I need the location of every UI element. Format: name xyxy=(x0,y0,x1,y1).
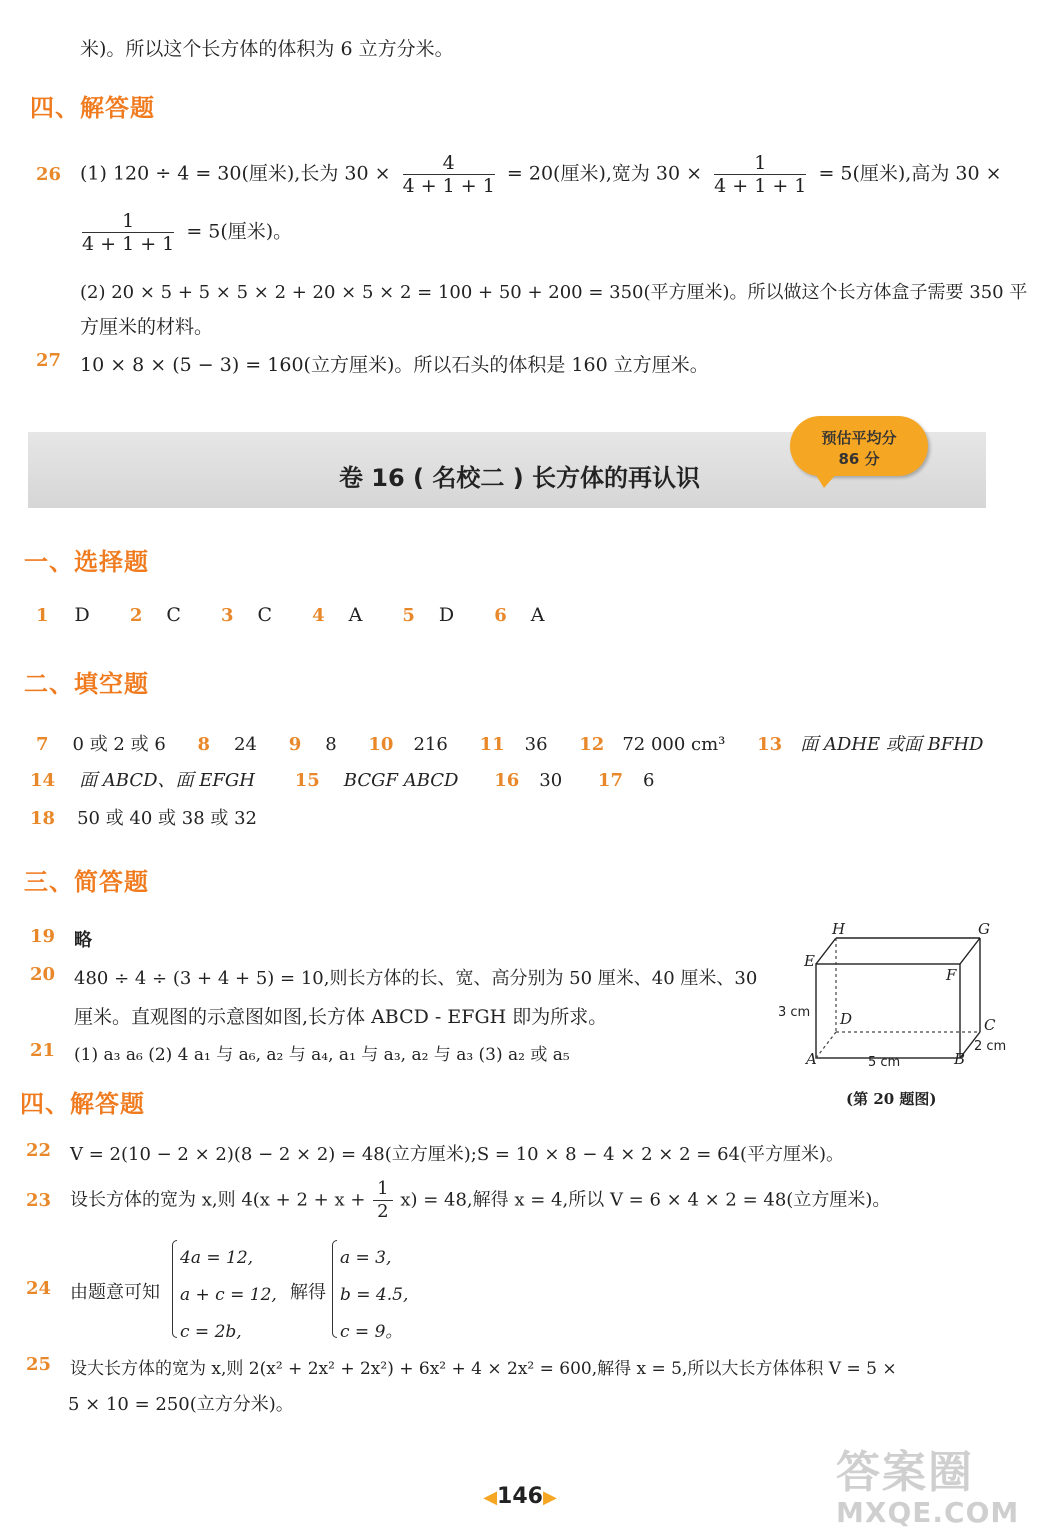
vertex-label-D: D xyxy=(840,1010,853,1028)
q26-line1 xyxy=(80,152,1002,197)
front-face xyxy=(816,964,960,1058)
denominator: 4 + 1 + 1 xyxy=(402,175,495,197)
question-number: 14 xyxy=(30,770,56,791)
question-number: 10 xyxy=(368,734,394,755)
system-equations-1 xyxy=(180,1240,277,1351)
q27-text: 10 × 8 × (5 − 3) = 160(立方厘米)。所以石头的体积是 160 立方厘米。 xyxy=(80,354,709,376)
fill-row-3 xyxy=(30,804,257,830)
numerator: 4 xyxy=(403,152,495,175)
equation: b = 4.5, xyxy=(340,1285,409,1305)
average-score-bubble xyxy=(790,416,928,476)
system-brace xyxy=(172,1240,177,1338)
denominator: 4 + 1 + 1 xyxy=(82,233,175,255)
question-number: 23 xyxy=(26,1190,52,1211)
watermark-logo xyxy=(836,1436,1032,1532)
page-number xyxy=(470,1484,570,1509)
section-title-short: 三、简答题 xyxy=(24,868,149,896)
q24-mid: 解得 xyxy=(290,1282,326,1303)
watermark-top: 答案圈 xyxy=(836,1447,974,1498)
question-number: 8 xyxy=(197,734,211,755)
numerator: 1 xyxy=(714,152,806,175)
edge-AD xyxy=(816,1032,836,1058)
question-number: 12 xyxy=(579,734,605,755)
denominator: 4 + 1 + 1 xyxy=(714,175,807,197)
q23-line xyxy=(70,1178,890,1223)
vertex-label-C: C xyxy=(984,1016,996,1034)
question-number: 5 xyxy=(402,605,415,626)
fill-answer: 6 xyxy=(642,770,655,791)
question-number: 24 xyxy=(26,1278,52,1299)
system-brace xyxy=(332,1240,337,1338)
equation: a = 3, xyxy=(340,1248,392,1268)
question-number: 6 xyxy=(494,605,507,626)
page-number-text: 146 xyxy=(497,1484,543,1509)
dimension-length: 5 cm xyxy=(868,1055,901,1070)
question-number: 2 xyxy=(129,605,143,626)
q26-text-b: = 20(厘米),宽为 30 × xyxy=(506,162,703,185)
vertex-label-H: H xyxy=(832,920,846,938)
question-number: 22 xyxy=(26,1140,52,1161)
vertex-label-F: F xyxy=(946,966,957,984)
fraction xyxy=(82,210,174,255)
watermark-bottom: MXQE.COM xyxy=(836,1496,1020,1529)
denominator: 2 xyxy=(377,1201,389,1222)
choice-answer: C xyxy=(166,604,181,626)
fill-row-1 xyxy=(36,730,983,756)
question-number: 18 xyxy=(30,808,56,829)
question-number: 19 xyxy=(30,926,56,947)
exam-title: 卷 16 ( 名校二 ) 长方体的再认识 xyxy=(338,464,701,492)
question-number: 25 xyxy=(26,1354,52,1375)
fill-answer: 24 xyxy=(234,734,257,755)
q25-line1: 设大长方体的宽为 x,则 2(x² + 2x² + 2x²) + 6x² + 4 × 2x² = 600,解得 x = 5,所以大长方体体积 V = 5 × xyxy=(70,1359,897,1379)
question-number: 1 xyxy=(36,605,49,626)
edge-FG xyxy=(960,938,980,964)
edge-EH xyxy=(816,938,836,964)
question-number: 20 xyxy=(30,964,56,985)
fill-answer: 30 xyxy=(539,770,563,791)
fill-answer: 36 xyxy=(524,734,548,755)
dimension-height: 3 cm xyxy=(778,1005,811,1020)
question-number: 7 xyxy=(36,734,49,755)
section-title-fill: 二、填空题 xyxy=(24,670,149,698)
equation: c = 2b, xyxy=(180,1322,242,1342)
q26-part2-line1: (2) 20 × 5 + 5 × 5 × 2 + 20 × 5 × 2 = 100 + 50 + 200 = 350(平方厘米)。所以做这个长方体盒子需要 350 平 xyxy=(80,282,1028,303)
question-number: 15 xyxy=(294,770,320,791)
fraction xyxy=(714,152,806,197)
choice-answers xyxy=(36,604,544,626)
section-title-choice: 一、选择题 xyxy=(24,548,149,576)
equation: a + c = 12, xyxy=(180,1285,277,1305)
q26-text-a: (1) 120 ÷ 4 = 30(厘米),长为 30 × xyxy=(80,162,391,185)
q24-lead: 由题意可知 xyxy=(70,1282,160,1303)
fill-answer: 216 xyxy=(413,734,448,755)
choice-answer: D xyxy=(438,604,455,626)
fill-answer: 0 或 2 或 6 xyxy=(72,734,166,755)
fill-answer: 50 或 40 或 38 或 32 xyxy=(77,808,258,829)
question-number: 3 xyxy=(220,605,234,626)
choice-answer: C xyxy=(257,604,273,626)
fill-answer: 面 ABCD、面 EFGH xyxy=(79,770,255,791)
continuation-line: 米)。所以这个长方体的体积为 6 立方分米。 xyxy=(80,38,454,60)
question-number: 4 xyxy=(312,605,325,626)
equation: c = 9。 xyxy=(340,1322,403,1342)
figure-caption: (第 20 题图) xyxy=(846,1090,937,1108)
q26-part2-line2: 方厘米的材料。 xyxy=(80,316,214,338)
q20-line2: 厘米。直观图的示意图如图,长方体 ABCD - EFGH 即为所求。 xyxy=(74,1006,608,1028)
question-number: 11 xyxy=(479,734,505,755)
question-number: 17 xyxy=(597,770,623,791)
question-number: 13 xyxy=(757,734,783,755)
bubble-label: 预估平均分 xyxy=(821,429,897,447)
dimension-width: 2 cm xyxy=(974,1039,1007,1054)
fill-answer: BCGF ABCD xyxy=(343,770,459,791)
numerator: 1 xyxy=(82,210,174,233)
bubble-score: 86 分 xyxy=(838,450,880,468)
arrow-right-icon: ▶ xyxy=(542,1487,557,1508)
arrow-left-icon: ◀ xyxy=(483,1487,498,1508)
vertex-label-G: G xyxy=(978,920,990,938)
system-equations-2 xyxy=(340,1240,408,1351)
question-number: 26 xyxy=(36,164,62,185)
q23-text-a: 设长方体的宽为 x,则 4(x + 2 + x + xyxy=(70,1189,366,1211)
choice-answer: D xyxy=(74,604,90,626)
numerator: 1 xyxy=(373,1178,392,1201)
q26-text-d: = 5(厘米)。 xyxy=(186,220,293,243)
section-title-answers-2: 四、解答题 xyxy=(20,1090,145,1118)
q20-line1: 480 ÷ 4 ÷ (3 + 4 + 5) = 10,则长方体的长、宽、高分别为 50 厘米、40 厘米、30 xyxy=(74,968,758,989)
q22-text: V = 2(10 − 2 × 2)(8 − 2 × 2) = 48(立方厘米);S = 10 × 8 − 4 × 2 × 2 = 64(平方厘米)。 xyxy=(70,1144,845,1165)
q23-text-b: x) = 48,解得 x = 4,所以 V = 6 × 4 × 2 = 48(立方厘米)。 xyxy=(400,1189,891,1211)
vertex-label-E: E xyxy=(804,952,815,970)
fill-answer: 面 ADHE 或面 BFHD xyxy=(800,734,984,755)
choice-answer: A xyxy=(530,604,545,626)
fill-answer: 72 000 cm³ xyxy=(622,734,726,755)
vertex-label-A: A xyxy=(806,1050,817,1068)
section-title-answers: 四、解答题 xyxy=(30,94,155,122)
question-number: 16 xyxy=(494,770,520,791)
q25-line2: 5 × 10 = 250(立方分米)。 xyxy=(68,1394,294,1415)
equation: 4a = 12, xyxy=(180,1248,254,1268)
cuboid-figure xyxy=(770,918,1020,1108)
fraction-half xyxy=(373,1178,392,1223)
question-number: 27 xyxy=(36,350,62,371)
q21-text: (1) a₃ a₆ (2) 4 a₁ 与 a₆, a₂ 与 a₄, a₁ 与 a₃, a₂ 与 a₃ (3) a₂ 或 a₅ xyxy=(74,1045,570,1065)
fill-answer: 8 xyxy=(325,734,337,755)
fraction xyxy=(403,152,495,197)
q19-text: 略 xyxy=(74,930,92,951)
q26-line2 xyxy=(76,210,292,255)
q26-text-c: = 5(厘米),高为 30 × xyxy=(818,162,1002,185)
question-number: 9 xyxy=(288,734,302,755)
question-number: 21 xyxy=(30,1040,56,1061)
choice-answer: A xyxy=(348,604,363,626)
fill-row-2 xyxy=(30,766,654,792)
vertex-label-B: B xyxy=(954,1050,966,1068)
